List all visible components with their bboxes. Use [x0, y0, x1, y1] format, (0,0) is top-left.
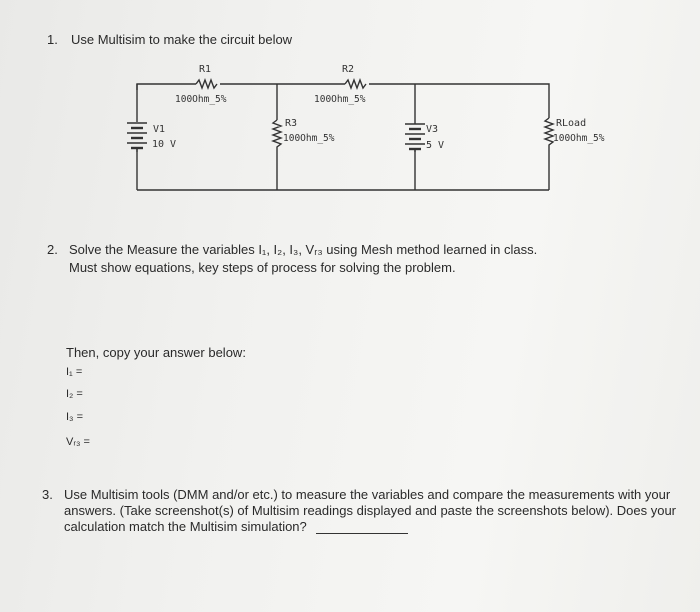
label-v1-value: 10 V: [152, 139, 177, 150]
q3-line2: answers. (Take screenshot(s) of Multisim readings displayed and paste the screenshots below). Does your: [64, 503, 677, 518]
label-r2-value: 100Ohm_5%: [314, 94, 366, 105]
q3-line1: Use Multisim tools (DMM and/or etc.) to measure the variables and compare the measurements with your: [64, 487, 671, 502]
answer-vr3-label: Vᵣ₃ =: [66, 436, 90, 448]
wire-r2-to-right: [369, 84, 549, 118]
label-rload-name: RLoad: [556, 118, 587, 129]
label-r1-name: R1: [199, 64, 212, 75]
q3-answer-blank[interactable]: [316, 533, 408, 534]
q2-line1: Solve the Measure the variables I₁, I₂, I₃, Vᵣ₃ using Mesh method learned in class.: [69, 242, 538, 257]
q2-line2: Must show equations, key steps of process for solving the problem.: [69, 260, 456, 275]
answer-i3-label: I₃ =: [66, 411, 84, 423]
q2-number: 2.: [47, 242, 58, 257]
q1-number: 1.: [47, 32, 58, 47]
label-v1-name: V1: [153, 124, 166, 135]
q1-text: Use Multisim to make the circuit below: [71, 32, 293, 47]
resistor-r2: [345, 80, 366, 88]
answer-i2-label: I₂ =: [66, 388, 83, 400]
battery-v1: [127, 123, 147, 152]
label-r3-name: R3: [285, 118, 298, 129]
label-v3-name: V3: [426, 124, 439, 135]
label-r2-name: R2: [342, 64, 355, 75]
label-r3-value: 100Ohm_5%: [283, 133, 335, 144]
label-r1-value: 100Ohm_5%: [175, 94, 227, 105]
resistor-r3: [273, 120, 281, 190]
label-rload-value: 100Ohm_5%: [553, 133, 605, 144]
answer-i1-label: I₁ =: [66, 366, 83, 378]
resistor-rload: [545, 118, 553, 190]
answers-intro: Then, copy your answer below:: [66, 345, 246, 360]
q3-line3: calculation match the Multisim simulation?: [64, 519, 307, 534]
wire-top-left: [137, 84, 196, 90]
q3-number: 3.: [42, 487, 53, 502]
label-v3-value: 5 V: [426, 140, 445, 151]
battery-v3: [405, 124, 425, 152]
resistor-r1: [196, 80, 217, 88]
